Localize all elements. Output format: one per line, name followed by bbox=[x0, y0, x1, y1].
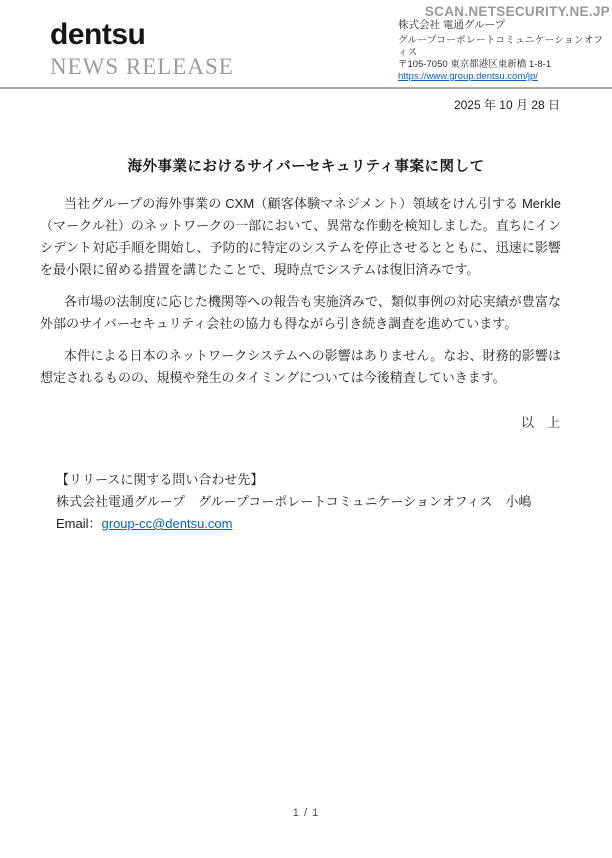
page-title: 海外事業におけるサイバーセキュリティ事案に関して bbox=[127, 159, 485, 175]
company-website-link[interactable]: https://www.group.dentsu.com/jp/ bbox=[398, 71, 538, 82]
header-divider bbox=[0, 87, 612, 89]
company-office: グループコーポレートコミュニケーションオフィス bbox=[398, 35, 604, 58]
dentsu-logo-wordmark: dentsu bbox=[50, 18, 146, 51]
contact-block bbox=[56, 469, 532, 535]
contact-person-line: 株式会社電通グループ グループコーポレートコミュニケーションオフィス 小嶋 bbox=[56, 494, 532, 509]
page-number: 1 / 1 bbox=[292, 807, 320, 819]
paragraph-incident: 当社グループの海外事業の CXM（顧客体験マネジメント）領域をけん引する Merkle（マークル社）のネットワークの一部において、異常な作動を検知しました。直ちにインシデント対応手順を開始し、予防的に特定のシステムを停止させるとともに、迅速に影響を最小限に留める措置を講じたことで、現時点でシステムは復旧済みです。 bbox=[40, 196, 561, 277]
company-info-block bbox=[398, 19, 612, 83]
body-text bbox=[40, 193, 561, 399]
contact-heading: 【リリースに関する問い合わせ先】 bbox=[56, 472, 264, 487]
company-address: 〒105-7050 東京都港区東新橋 1-8-1 bbox=[398, 59, 552, 70]
contact-email-link[interactable]: group-cc@dentsu.com bbox=[101, 516, 233, 531]
contact-email-line bbox=[56, 513, 532, 535]
dentsu-logo bbox=[50, 20, 234, 78]
closing-ijou: 以 上 bbox=[520, 415, 560, 430]
paragraph-impact: 本件による日本のネットワークシステムへの影響はありません。なお、財務的影響は想定されるものの、規模や発生のタイミングについては今後精査していきます。 bbox=[40, 348, 561, 385]
email-label: Email： bbox=[56, 516, 102, 531]
site-watermark: SCAN.NETSECURITY.NE.JP bbox=[424, 4, 610, 19]
news-release-label: NEWS RELEASE bbox=[50, 54, 234, 79]
release-date: 2025 年 10 月 28 日 bbox=[453, 98, 560, 112]
company-name: 株式会社 電通グループ bbox=[398, 19, 506, 31]
paragraph-investigation: 各市場の法制度に応じた機関等への報告も実施済みで、類似事例の対応実績が豊富な外部のサイバーセキュリティ会社の協力も得ながら引き続き調査を進めています。 bbox=[40, 294, 561, 331]
